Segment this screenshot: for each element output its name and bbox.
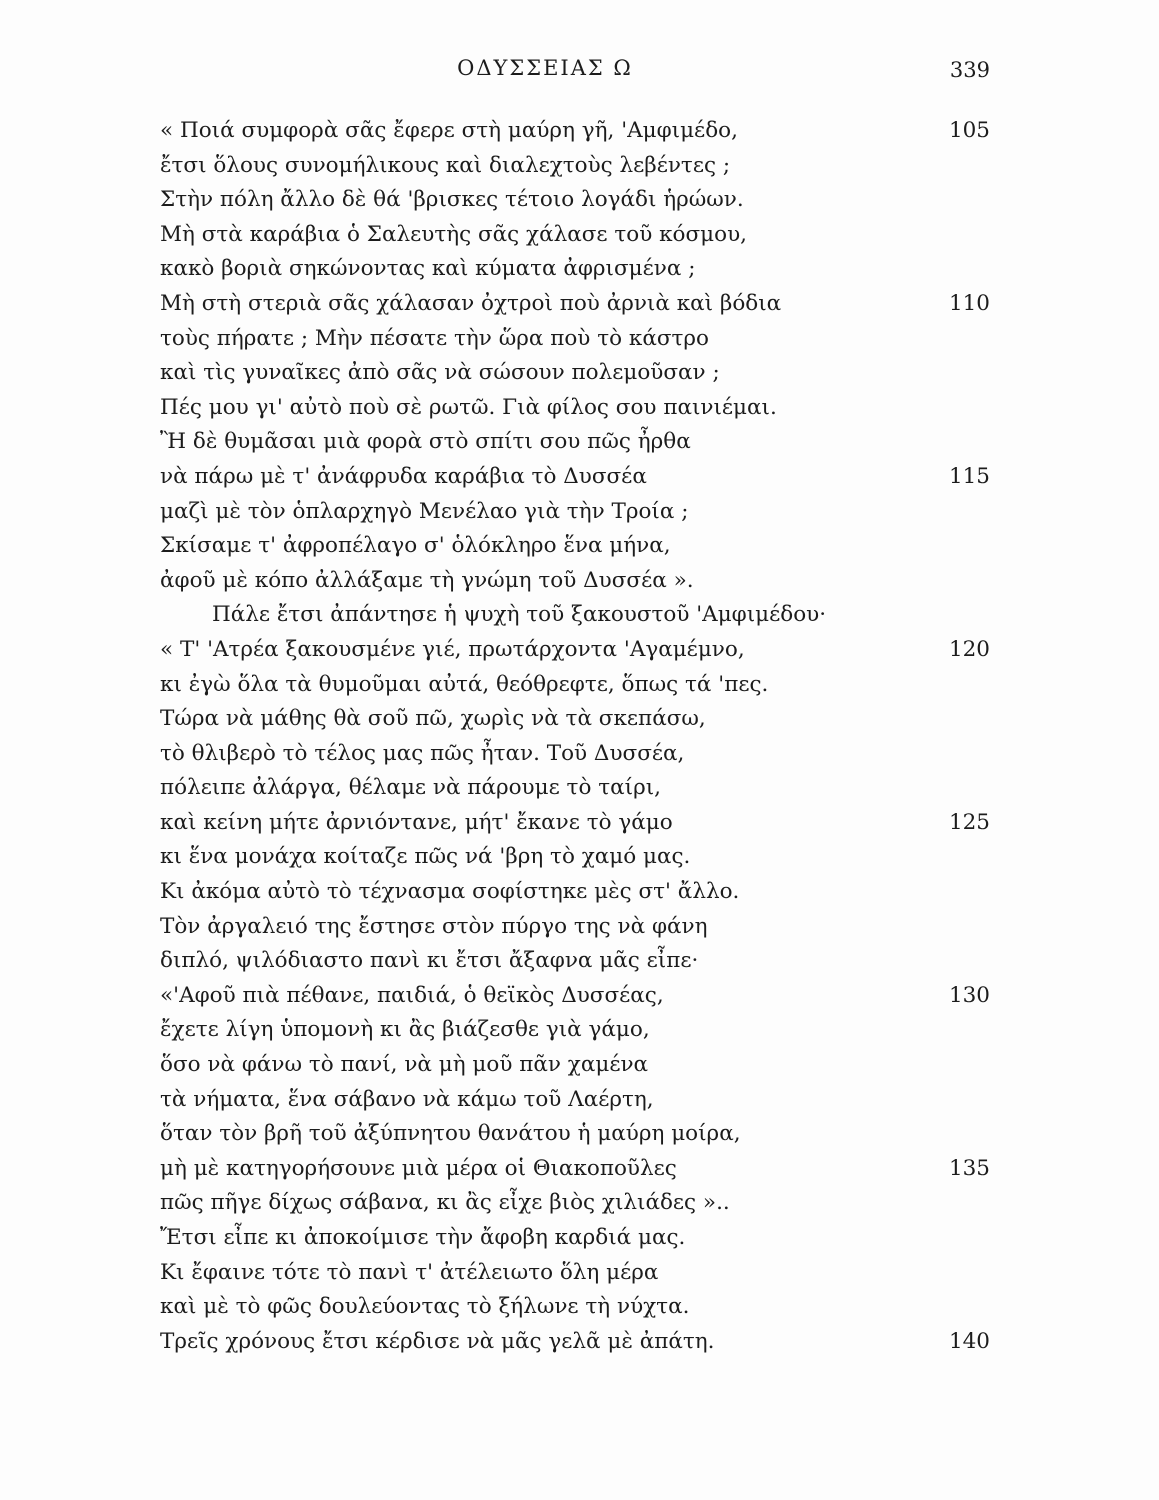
verse-line: [160, 218, 1000, 253]
verse-line: [160, 598, 1000, 633]
line-number: 110: [948, 290, 990, 316]
verse-text: πῶς πῆγε δίχως σάβανα, κι ἂς εἶχε βιὸς χιλιάδες »..: [160, 1190, 730, 1216]
verse-line: [160, 702, 1000, 737]
verse-line: [160, 1152, 1000, 1187]
verse-text: ἀφοῦ μὲ κόπο ἀλλάξαμε τὴ γνώμη τοῦ Δυσσέα ».: [160, 567, 694, 593]
verse-line: [160, 633, 1000, 668]
verse-line: [160, 460, 1000, 495]
verse-text: Στὴν πόλη ἄλλο δὲ θά 'βρισκες τέτοιο λογάδι ἡρώων.: [160, 187, 744, 213]
verse-text: τὰ νήματα, ἕνα σάβανο νὰ κάμω τοῦ Λαέρτη,: [160, 1086, 654, 1112]
verse-text: Ἢ δὲ θυμᾶσαι μιὰ φορὰ στὸ σπίτι σου πῶς ἦρθα: [160, 429, 691, 455]
verse-text: ἔτσι ὅλους συνομήλικους καὶ διαλεχτοὺς λεβέντες ;: [160, 152, 731, 178]
verse-line: [160, 875, 1000, 910]
verse-line: [160, 1048, 1000, 1083]
verse-line: [160, 1256, 1000, 1291]
verse-text: μαζὶ μὲ τὸν ὁπλαρχηγὸ Μενέλαο γιὰ τὴν Τροία ;: [160, 498, 689, 524]
verse-text: Πάλε ἔτσι ἀπάντησε ἡ ψυχὴ τοῦ ξακουστοῦ 'Αμφιμέδου·: [212, 602, 827, 628]
verse-line: [160, 840, 1000, 875]
line-number: 120: [948, 636, 990, 662]
verse-line: [160, 425, 1000, 460]
verse-line: [160, 771, 1000, 806]
verse-text: Μὴ στὴ στεριὰ σᾶς χάλασαν ὀχτροὶ ποὺ ἀρνιὰ καὶ βόδια: [160, 290, 782, 316]
verse-line: [160, 183, 1000, 218]
verse-text: ὅσο νὰ φάνω τὸ πανί, νὰ μὴ μοῦ πᾶν χαμένα: [160, 1052, 649, 1078]
verse-text: Κι ἔφαινε τότε τὸ πανὶ τ' ἀτέλειωτο ὅλη μέρα: [160, 1259, 659, 1285]
verse-line: [160, 910, 1000, 945]
verse-text: Τὸν ἀργαλειό της ἔστησε στὸν πύργο της νὰ φάνη: [160, 913, 708, 939]
verse-block: [160, 114, 1000, 1359]
verse-line: [160, 114, 1000, 149]
verse-line: [160, 252, 1000, 287]
line-number: 140: [948, 1328, 990, 1354]
verse-text: διπλό, ψιλόδιαστο πανὶ κι ἔτσι ἄξαφνα μᾶς εἶπε·: [160, 948, 699, 974]
verse-line: [160, 668, 1000, 703]
line-number: 115: [948, 463, 990, 489]
verse-text: κακὸ βοριὰ σηκώνοντας καὶ κύματα ἀφρισμένα ;: [160, 256, 696, 282]
verse-line: [160, 944, 1000, 979]
verse-text: τὸ θλιβερὸ τὸ τέλος μας πῶς ἦταν. Τοῦ Δυσσέα,: [160, 740, 685, 766]
running-title: ΟΔΥΣΣΕΙΑΣ Ω: [457, 56, 633, 80]
verse-line: [160, 1290, 1000, 1325]
line-number: 105: [948, 118, 990, 143]
verse-line: [160, 1013, 1000, 1048]
verse-text: κι ἐγὼ ὅλα τὰ θυμοῦμαι αὐτά, θεόθρεφτε, ὅπως τά 'πες.: [160, 671, 769, 697]
verse-text: Σκίσαμε τ' ἀφροπέλαγο σ' ὁλόκληρο ἕνα μήνα,: [160, 533, 671, 559]
line-number: 135: [948, 1155, 990, 1181]
verse-text: Ἔτσι εἶπε κι ἀποκοίμισε τὴν ἄφοβη καρδιά μας.: [160, 1225, 686, 1250]
verse-line: [160, 391, 1000, 426]
verse-line: [160, 149, 1000, 184]
verse-line: [160, 356, 1000, 391]
verse-line: [160, 1186, 1000, 1221]
verse-line: [160, 529, 1000, 564]
verse-text: « Ποιά συμφορὰ σᾶς ἔφερε στὴ μαύρη γῆ, 'Αμφιμέδο,: [160, 118, 738, 143]
line-number: 125: [948, 809, 990, 835]
verse-text: «'Αφοῦ πιὰ πέθανε, παιδιά, ὁ θεϊκὸς Δυσσέας,: [160, 982, 664, 1008]
verse-text: Τώρα νὰ μάθης θὰ σοῦ πῶ, χωρὶς νὰ τὰ σκεπάσω,: [160, 706, 706, 732]
verse-line: [160, 495, 1000, 530]
page-number: 339: [949, 58, 990, 82]
verse-line: [160, 1083, 1000, 1118]
verse-text: Πές μου γι' αὐτὸ ποὺ σὲ ρωτῶ. Γιὰ φίλος σου παινιέμαι.: [160, 394, 777, 420]
line-number: 130: [948, 982, 990, 1008]
verse-line: [160, 737, 1000, 772]
verse-line: [160, 322, 1000, 357]
verse-text: καὶ μὲ τὸ φῶς δουλεύοντας τὸ ξήλωνε τὴ νύχτα.: [160, 1294, 690, 1320]
verse-text: πόλειπε ἀλάργα, θέλαμε νὰ πάρουμε τὸ ταίρι,: [160, 775, 661, 801]
verse-line: [160, 1325, 1000, 1360]
verse-line: [160, 806, 1000, 841]
verse-text: Μὴ στὰ καράβια ὁ Σαλευτὴς σᾶς χάλασε τοῦ κόσμου,: [160, 221, 747, 247]
verse-line: [160, 287, 1000, 322]
verse-text: ὅταν τὸν βρῆ τοῦ ἀξύπνητου θανάτου ἡ μαύρη μοίρα,: [160, 1121, 741, 1147]
verse-text: « Τ' 'Ατρέα ξακουσμένε γιέ, πρωτάρχοντα 'Αγαμέμνο,: [160, 636, 745, 662]
verse-line: [160, 1117, 1000, 1152]
verse-text: καὶ κείνη μήτε ἀρνιόντανε, μήτ' ἔκανε τὸ γάμο: [160, 809, 673, 835]
verse-text: ἔχετε λίγη ὑπομονὴ κι ἂς βιάζεσθε γιὰ γάμο,: [160, 1017, 650, 1043]
verse-text: τοὺς πήρατε ; Μὴν πέσατε τὴν ὥρα ποὺ τὸ κάστρο: [160, 325, 709, 351]
verse-text: Τρεῖς χρόνους ἔτσι κέρδισε νὰ μᾶς γελᾶ μὲ ἀπάτη.: [160, 1328, 715, 1354]
verse-text: νὰ πάρω μὲ τ' ἀνάφρυδα καράβια τὸ Δυσσέα: [160, 463, 647, 489]
verse-text: Κι ἀκόμα αὐτὸ τὸ τέχνασμα σοφίστηκε μὲς στ' ἄλλο.: [160, 879, 740, 905]
verse-line: [160, 1221, 1000, 1256]
verse-line: [160, 979, 1000, 1014]
verse-text: καὶ τὶς γυναῖκες ἀπὸ σᾶς νὰ σώσουν πολεμοῦσαν ;: [160, 360, 720, 386]
verse-text: μὴ μὲ κατηγορήσουνε μιὰ μέρα οἱ Θιακοποῦλες: [160, 1155, 677, 1181]
verse-text: κι ἕνα μονάχα κοίταζε πῶς νά 'βρη τὸ χαμό μας.: [160, 844, 691, 870]
verse-line: [160, 564, 1000, 599]
